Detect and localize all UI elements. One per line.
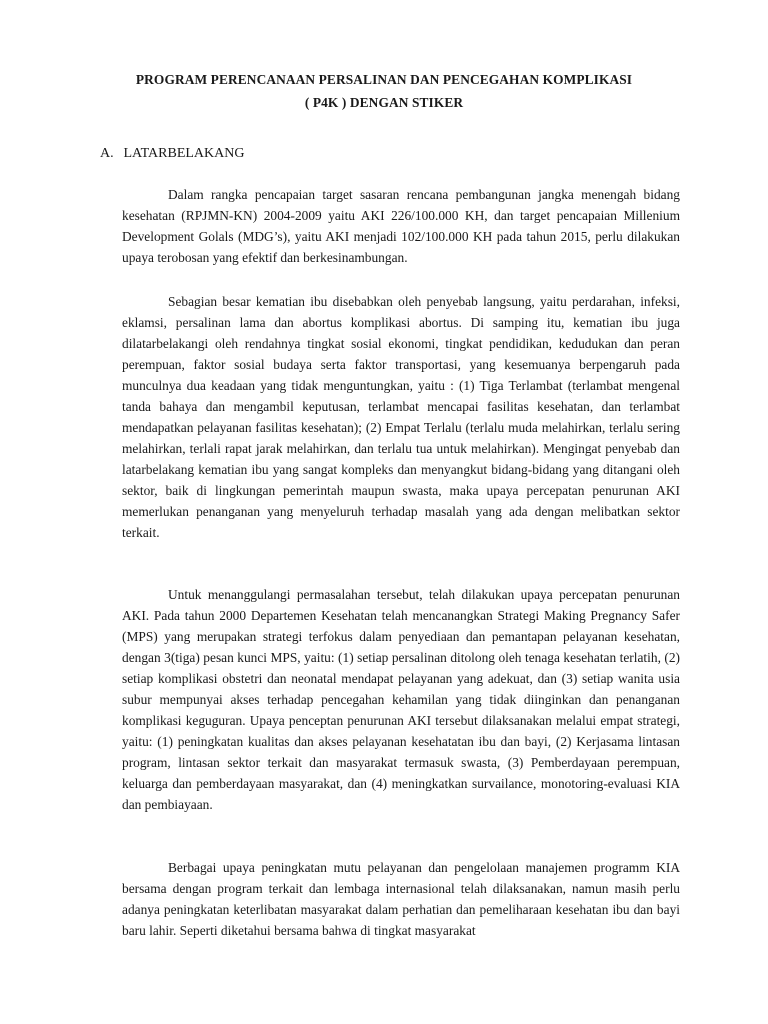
section-heading [100,144,244,164]
document-title-line-2: ( P4K ) DENGAN STIKER [304,95,464,110]
section-title: LATARBELAKANG [123,146,245,161]
paragraph-3: Untuk menanggulangi permasalahan tersebut, telah dilakukan upaya percepatan penurunan AKI. Pada tahun 2000 Departemen Kesehatan telah mencanangkan Strategi Making Pregnancy Safer (MPS) yang merupakan strategi terfokus dalam penyediaan dan pemantapan pelayanan kesehatan, dengan 3(tiga) pesan kunci MPS, yaitu: (1) setiap persalinan ditolong oleh tenaga kesehatan terlatih, (2) setiap komplikasi obstetri dan neonatal mendapat pelayanan yang adekuat, dan (3) setiap wanita usia subur mempunyai akses terhadap pencegahan kehamilan yang tidak diinginkan dan penanganan komplikasi keguguran. Upaya penceptan penurunan AKI tersebut dilaksanakan melalui empat strategi, yaitu: (1) peningkatan kualitas dan akses pelayanan kesehatatan ibu dan bayi, (2) Kerjasama lintasan program, lintasan sektor terkait dan masyarakat termasuk swasta, (3) Pemberdayaan perempuan, keluarga dan pemberdayaan masyarakat, dan (4) meningkatkan survailance, monotoring-evaluasi KIA dan pembiayaan. [122,587,680,812]
paragraph-1: Dalam rangka pencapaian target sasaran rencana pembangunan jangka menengah bidang kesehatan (RPJMN-KN) 2004-2009 yaitu AKI 226/100.000 KH, dan target pencapaian Millenium Development Golals (MDG’s), yaitu AKI menjadi 102/100.000 KH pada tahun 2015, perlu dilakukan upaya terobosan yang efektif dan berkesinambungan. [122,187,680,265]
section-letter: A. [100,146,114,161]
paragraph-2: Sebagian besar kematian ibu disebabkan oleh penyebab langsung, yaitu perdarahan, infeksi, eklamsi, persalinan lama dan abortus komplikasi abortus. Di samping itu, kematian ibu juga dilatarbelakangi oleh rendahnya tingkat sosial ekonomi, tingkat pendidikan, kedudukan dan peran perempuan, faktor sosial budaya serta faktor transportasi, yang kesemuanya berpengaruh pada munculnya dua keadaan yang tidak menguntungkan, yaitu : (1) Tiga Terlambat (terlambat mengenal tanda bahaya dan mengambil keputusan, terlambat mencapai fasilitas kesehatan, dan terlambat mendapatkan pelayanan fasilitas kesehatan); (2) Empat Terlalu (terlalu muda melahirkan, terlalu sering melahirkan, terlali rapat jarak melahirkan, dan terlalu tua untuk melahirkan). Mengingat penyebab dan latarbelakang kematian ibu yang sangat kompleks dan menyangkut bidang-bidang yang ditangani oleh sektor, baik di lingkungan pemerintah maupun swasta, maka upaya percepatan penurunan AKI memerlukan penanganan yang menyeluruh terhadap masalah yang ada dengan melibatkan sektor terkait. [122,294,680,540]
document-title-line-1: PROGRAM PERENCANAAN PERSALINAN DAN PENCEGAHAN KOMPLIKASI [135,72,633,87]
paragraph-4: Berbagai upaya peningkatan mutu pelayanan dan pengelolaan manajemen programm KIA bersama dengan program terkait dan lembaga internasional telah dilaksanakan, namun masih perlu adanya peningkatan keterlibatan masyarakat dalam perhatian dan pemeliharaan kesehatan ibu dan bayi baru lahir. Seperti diketahui bersama bahwa di tingkat masyarakat [122,860,680,938]
